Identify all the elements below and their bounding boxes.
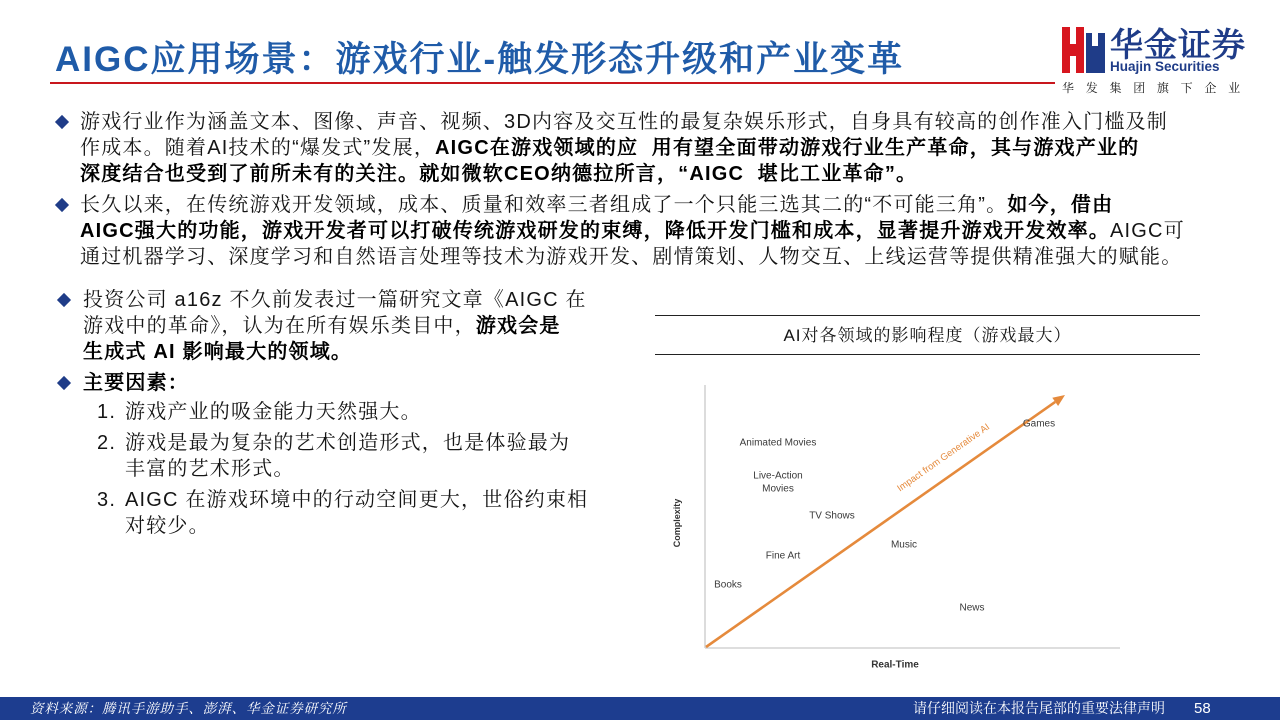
domain-label-live-action-movies: [753, 471, 802, 495]
factor-text: [125, 399, 422, 425]
text-segment: 对较少。: [125, 515, 210, 537]
bullet-text: [80, 109, 1168, 187]
caption-bottom-rule: [655, 354, 1200, 355]
text-line: [83, 370, 189, 396]
diamond-icon: [55, 198, 69, 212]
text-segment: AIGC可: [1110, 220, 1185, 242]
diamond-icon: [57, 376, 71, 390]
text-line: [83, 287, 587, 313]
text-segment: 丰富的艺术形式。: [125, 458, 295, 480]
caption-top-rule: [655, 315, 1200, 316]
logo-notch-top: [1070, 27, 1076, 44]
logo-name-en: Huajin Securities: [1110, 59, 1220, 74]
domain-label-games: Games: [1022, 418, 1056, 430]
text-segment: 通过机器学习、深度学习和自然语言处理等技术为游戏开发、剧情策划、人物交互、上线运营等提供精准强大的赋能。: [80, 246, 1183, 268]
list-number: 1.: [97, 401, 117, 423]
domain-label-line: Movies: [762, 483, 794, 495]
text-line: [125, 487, 588, 513]
bold-text-segment: 深度结合也受到了前所未有的关注。就如微软CEO纳德拉所言，“AIGC 堪比工业革命”。: [80, 163, 918, 185]
bold-text-segment: AIGC在游戏领域的应 用有望全面带动游戏行业生产革命，其与游戏产业的: [435, 137, 1140, 159]
text-line: [80, 161, 1168, 187]
text-segment: AIGC 在游戏环境中的行动空间更大，世俗约束相: [125, 489, 589, 511]
text-segment: 作成本。随着AI技术的“爆发式”发展，: [80, 137, 436, 159]
bold-text-segment: 如今，借由: [1007, 194, 1114, 216]
bold-text-segment: 生成式 AI 影响最大的领域。: [83, 341, 353, 363]
bold-text-segment: AIGC强大的功能，游戏开发者可以打破传统游戏研发的束缚，降低开发门槛和成本，显著提升游戏开发效率。: [80, 220, 1110, 242]
text-line: [80, 244, 1185, 270]
domain-label-tv-shows: TV Shows: [809, 510, 855, 522]
arrow-up-right-icon: [1052, 395, 1065, 406]
page-number: 58: [1194, 700, 1211, 717]
text-line: [83, 339, 587, 365]
text-line: [125, 399, 422, 425]
bullet-text: [83, 287, 587, 365]
footer-bar: [0, 697, 1280, 720]
bullet-text: [80, 192, 1185, 270]
logo-tagline: 华 发 集 团 旗 下 企 业: [1062, 81, 1245, 95]
list-number: 3.: [97, 489, 117, 511]
domain-label-animated-movies: Animated Movies: [739, 437, 817, 449]
logo-name-cn: 华金证券: [1110, 26, 1246, 63]
domain-label-books: Books: [714, 579, 742, 591]
diamond-icon: [57, 293, 71, 307]
legal-disclaimer: 请仔细阅读在本报告尾部的重要法律声明: [913, 700, 1165, 716]
text-segment: 投资公司 a16z 不久前发表过一篇研究文章《AIGC 在: [83, 289, 587, 311]
logo-blue-notch: [1092, 33, 1098, 46]
text-segment: 游戏行业作为涵盖文本、图像、声音、视频、3D内容及交互性的最复杂娱乐形式，自身具有较高的创作准入门槛及制: [80, 111, 1168, 133]
arrow-label: Impact from Generative AI: [895, 421, 992, 495]
text-segment: 游戏中的革命》，认为在所有娱乐类目中，: [83, 315, 476, 337]
text-segment: 长久以来，在传统游戏开发领域，成本、质量和效率三者组成了一个只能三选其二的“不可能三角”。: [80, 194, 1008, 216]
x-axis-label: Real-Time: [871, 659, 919, 671]
text-segment: 游戏是最为复杂的艺术创造形式，也是体验最为: [125, 432, 571, 454]
bold-text-segment: 游戏会是: [475, 315, 561, 337]
text-line: [125, 430, 570, 456]
text-line: [80, 109, 1168, 135]
y-axis-label: Complexity: [672, 498, 682, 548]
text-segment: 游戏产业的吸金能力天然强大。: [125, 401, 422, 423]
ai-impact-diagram: [660, 380, 1140, 680]
bullet-text: [83, 370, 189, 396]
domain-label-line: Live-Action: [753, 470, 803, 482]
text-line: [80, 218, 1185, 244]
factor-text: [125, 487, 588, 539]
factor-text: [125, 430, 570, 482]
text-line: [83, 313, 587, 339]
text-line: [80, 135, 1168, 161]
domain-label-fine-art: Fine Art: [765, 550, 801, 562]
huajin-logo-icon: [1062, 27, 1106, 73]
figure-caption: AI对各领域的影响程度（游戏最大）: [783, 326, 1072, 345]
source-note: 资料来源：腾讯手游助手、澎湃、华金证券研究所: [30, 701, 347, 716]
slide-title: AIGC应用场景：游戏行业-触发形态升级和产业变革: [55, 40, 905, 79]
logo-notch-bottom: [1070, 56, 1076, 73]
key-factors-heading: 主要因素：: [83, 372, 189, 394]
diamond-icon: [55, 115, 69, 129]
text-line: [125, 456, 570, 482]
domain-label-news: News: [959, 602, 985, 614]
text-line: [80, 192, 1185, 218]
list-number: 2.: [97, 432, 117, 454]
text-line: [125, 513, 588, 539]
title-underline: [50, 82, 1055, 84]
domain-label-music: Music: [890, 539, 918, 551]
